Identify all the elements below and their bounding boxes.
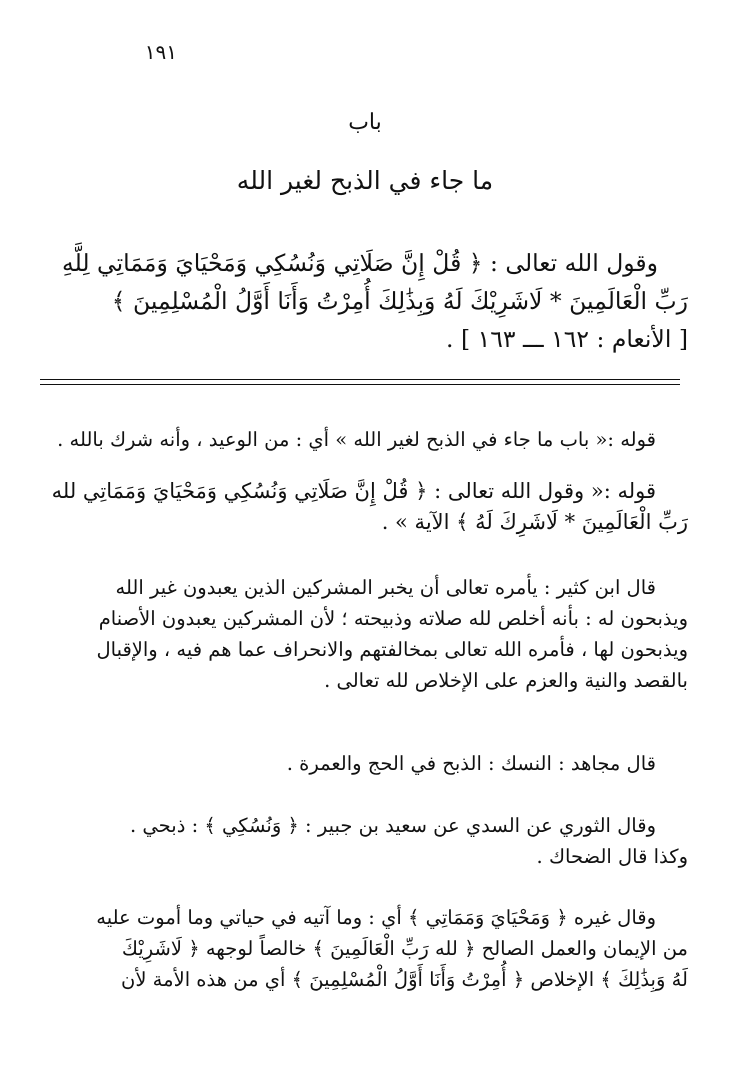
divider-line-bottom xyxy=(40,384,680,385)
commentary-paragraph xyxy=(40,476,688,538)
commentary-line: بالقصد والنية والعزم على الإخلاص لله تعالى . xyxy=(324,669,688,692)
commentary-line: وقال الثوري عن السدي عن سعيد بن جبير : ﴿ وَنُسُكِي ﴾ : ذبحي . xyxy=(130,814,656,837)
commentary-line: قوله :« باب ما جاء في الذبح لغير الله » أي : من الوعيد ، وأنه شرك بالله . xyxy=(57,428,656,451)
chapter-title: ما جاء في الذبح لغير الله xyxy=(236,166,494,195)
commentary-paragraph xyxy=(40,902,688,995)
divider-line-top xyxy=(40,379,680,380)
commentary-line: قال ابن كثير : يأمره تعالى أن يخبر المشركين الذين يعبدون غير الله xyxy=(115,576,656,599)
main-text xyxy=(40,244,688,358)
commentary-paragraph xyxy=(40,748,688,779)
commentary-line: ويذبحون لها ، فأمره الله تعالى بمخالفتهم والانحراف عما هم فيه ، والإقبال xyxy=(96,638,688,661)
commentary-line: قال مجاهد : النسك : الذبح في الحج والعمرة . xyxy=(286,752,656,775)
commentary-line: ويذبحون له : بأنه أخلص لله صلاته وذبيحته ؛ لأن المشركين يعبدون الأصنام xyxy=(98,607,688,630)
commentary-line: وقال غيره ﴿ وَمَحْيَايَ وَمَمَاتِي ﴾ أي : وما آتيه في حياتي وما أموت عليه xyxy=(96,906,656,929)
chapter-label: باب xyxy=(348,110,382,135)
commentary-line: قوله :« وقول الله تعالى : ﴿ قُلْ إِنَّ صَلَاتِي وَنُسُكِي وَمَحْيَايَ وَمَمَاتِي لله xyxy=(51,479,656,503)
commentary-paragraph xyxy=(40,810,688,872)
main-text-line: [ الأنعام : ١٦٢ ـــ ١٦٣ ] . xyxy=(446,325,688,353)
commentary-line: من الإيمان والعمل الصالح ﴿ لله رَبِّ الْعَالَمِينَ ﴾ خالصاً لوجهه ﴿ لَاشَرِيْكَ xyxy=(121,937,688,960)
main-text-line: رَبِّ الْعَالَمِينَ * لَاشَرِيْكَ لَهُ وَبِذَٰلِكَ أُمِرْتُ وَأَنَا أَوَّلُ الْمُسْلِمِينَ ﴾ xyxy=(111,287,688,315)
commentary-line: رَبِّ الْعَالَمِينَ * لَاشَرِكَ لَهُ ﴾ الآية » . xyxy=(381,510,688,534)
commentary-paragraph xyxy=(40,572,688,696)
page-number: ١٩١ xyxy=(144,40,177,64)
commentary-line: وكذا قال الضحاك . xyxy=(536,845,688,868)
main-text-line: وقول الله تعالى : ﴿ قُلْ إِنَّ صَلَاتِي وَنُسُكِي وَمَحْيَايَ وَمَمَاتِي لِلَّهِ xyxy=(62,249,658,277)
commentary-line: لَهُ وَبِذَٰلِكَ ﴾ الإخلاص ﴿ أُمِرْتُ وَأَنَا أَوَّلُ الْمُسْلِمِينَ ﴾ أي من هذه الأمة لأن xyxy=(121,968,688,991)
commentary-paragraph xyxy=(40,424,688,455)
